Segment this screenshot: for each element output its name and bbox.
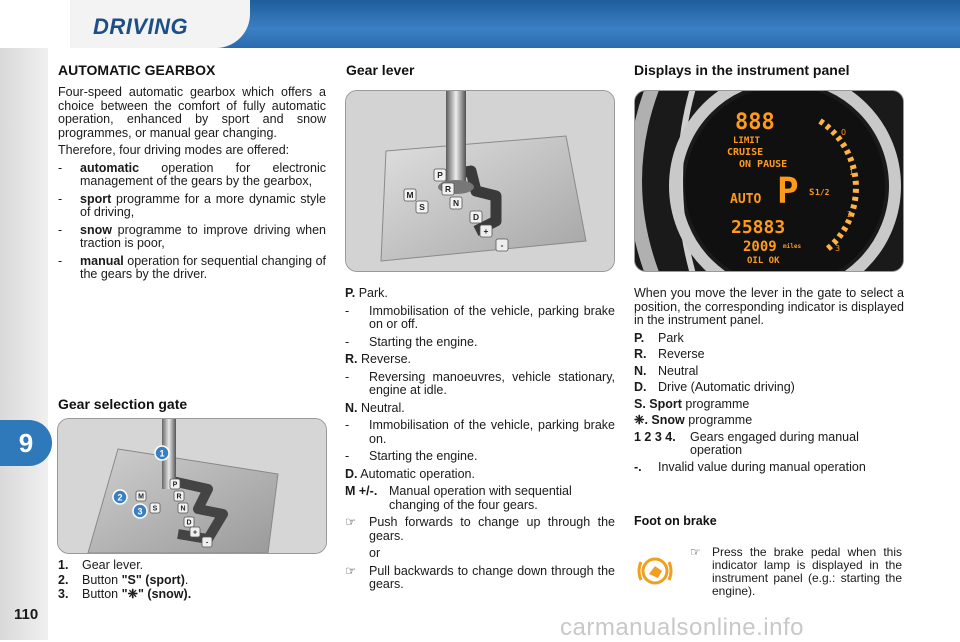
gate-label-M: [136, 491, 146, 501]
lever-position-entry: [345, 468, 615, 482]
svg-text:3: 3: [137, 506, 143, 517]
svg-text:P: P: [437, 170, 443, 180]
intro-paragraph: Four-speed automatic gearbox which offers a choice between the comfort of fully automatic operation, enhanced by sport and snow programmes, or manual gear changing.: [58, 85, 326, 140]
mode-item: [58, 193, 326, 220]
display-item: [634, 431, 904, 458]
dash-bullet: -: [58, 160, 63, 175]
fuel-scale-tick: 2: [847, 210, 853, 219]
callout-number: 1.: [58, 558, 69, 572]
modes-list: [58, 162, 326, 282]
display-text: Drive (Automatic driving): [658, 380, 795, 394]
position-text: Manual operation with sequential changing of the four gears.: [389, 484, 572, 512]
display-text: Invalid value during manual operation: [658, 459, 866, 474]
gate-label--: [496, 239, 508, 251]
lcd-miles-unit: miles: [783, 243, 802, 250]
svg-text:1: 1: [159, 448, 165, 459]
bullet: -: [345, 303, 350, 318]
mode-item: [58, 255, 326, 282]
mode-term: sport: [80, 191, 112, 206]
gate-label-+: [480, 225, 492, 237]
position-key: D.: [345, 466, 358, 481]
lever-detail-item: [345, 450, 615, 464]
mode-term: snow: [80, 222, 112, 237]
svg-text:S: S: [152, 505, 158, 513]
callout-marker-1: [155, 446, 169, 460]
gate-label-M: [404, 189, 416, 201]
callout-post: .: [184, 572, 189, 587]
callout-item: [58, 574, 326, 588]
page-number: 110: [14, 606, 39, 623]
gate-label-N: [450, 197, 462, 209]
display-key: N.: [634, 363, 647, 378]
lever-position-entry: [345, 353, 615, 367]
svg-text:2: 2: [117, 492, 123, 503]
display-item: [634, 381, 904, 395]
svg-text:R: R: [444, 184, 452, 194]
svg-text:D: D: [186, 519, 192, 527]
lcd-on-pause: ON PAUSE: [739, 159, 788, 170]
gate-label-+: [190, 527, 200, 537]
detail-text: Immobilisation of the vehicle, parking brake on.: [369, 418, 615, 446]
position-key: M +/-.: [345, 484, 378, 498]
display-text: Park: [658, 330, 684, 345]
svg-text:M: M: [138, 493, 144, 501]
display-item: [634, 348, 904, 362]
display-key: ❈. Snow: [634, 413, 685, 427]
dash-bullet: -: [58, 253, 63, 268]
display-text: programme: [685, 396, 750, 411]
svg-text:-: -: [500, 240, 504, 250]
bullet: -: [345, 334, 350, 349]
section-heading-foot-on-brake: Foot on brake: [634, 514, 717, 528]
lever-position-entry: [345, 287, 615, 301]
gate-label-R: [442, 183, 454, 195]
gear-gate-illustration: [58, 419, 326, 553]
gate-label-P: [170, 479, 180, 489]
lever-detail-item: [345, 371, 615, 398]
callout-number: 3.: [58, 587, 69, 601]
displays-intro: When you move the lever in the gate to select a position, the corresponding indicator is displayed in the instrument panel.: [634, 286, 904, 327]
mode-term: manual: [80, 253, 124, 268]
display-key: R.: [634, 347, 647, 361]
gate-label-D: [470, 211, 482, 223]
callout-pre: Button: [82, 587, 122, 601]
bullet: -: [345, 449, 350, 463]
callout-marker-3: [133, 504, 147, 518]
svg-text:N: N: [180, 505, 186, 513]
gate-label-S: [150, 503, 160, 513]
lcd-oil-ok: OIL OK: [747, 256, 780, 266]
gate-label-R: [174, 491, 184, 501]
callout-marker-2: [113, 490, 127, 504]
fuel-scale-tick: 0: [841, 128, 847, 137]
detail-text: Immobilisation of the vehicle, parking brake on or off.: [369, 303, 615, 331]
foot-on-brake-text-block: [690, 546, 902, 602]
gate-label-N: [178, 503, 188, 513]
col3-body: [634, 287, 904, 477]
bullet: ☞: [345, 515, 357, 529]
display-text: programme: [688, 413, 753, 427]
callout-item: [58, 588, 326, 602]
detail-text: Starting the engine.: [369, 334, 478, 349]
svg-text:M: M: [406, 190, 414, 200]
mode-text: operation for electronic management of the gears by the gearbox,: [80, 160, 326, 188]
lcd-trip: 2009: [743, 239, 777, 255]
gate-label-S: [416, 201, 428, 213]
position-key: P.: [345, 286, 356, 300]
lever-position-entry: [345, 485, 615, 512]
lcd-gear-p: P: [777, 171, 799, 212]
col2-body: [345, 287, 615, 596]
svg-text:R: R: [176, 493, 182, 501]
bullet: -: [345, 418, 350, 432]
svg-text:+: +: [192, 529, 198, 537]
lcd-segments: 888: [735, 110, 775, 135]
detail-text: Reversing manoeuvres, vehicle stationary, engine at idle.: [369, 369, 615, 397]
svg-text:P: P: [172, 481, 178, 489]
modes-intro: Therefore, four driving modes are offered:: [58, 143, 290, 157]
callout-text: Gear lever.: [82, 558, 144, 572]
chapter-tab[interactable]: 9: [0, 420, 52, 466]
section-heading-gear-lever: Gear lever: [346, 62, 415, 78]
display-key: -.: [634, 459, 642, 474]
display-text: Reverse: [658, 347, 705, 361]
position-key: R.: [345, 352, 358, 366]
lever-detail-item: [345, 419, 615, 446]
foot-on-brake-text: Press the brake pedal when this indicator lamp is displayed in the instrument panel (e.g.: starting the engine).: [712, 545, 902, 598]
hand-bullet: ☞: [690, 545, 701, 559]
detail-text: Starting the engine.: [369, 449, 478, 463]
instrument-panel-illustration: [635, 91, 903, 271]
instrument-panel-image: [634, 90, 904, 272]
display-item: [634, 414, 904, 428]
mode-item: [58, 224, 326, 251]
callout-button-name: "❈" (snow).: [121, 587, 192, 601]
mode-term: automatic: [80, 160, 140, 175]
section-heading-gear-selection-gate: Gear selection gate: [58, 396, 188, 412]
detail-text: Push forwards to change up through the gears.: [369, 515, 615, 543]
gate-label-P: [434, 169, 446, 181]
svg-text:N: N: [452, 198, 460, 208]
display-item: [634, 398, 904, 412]
position-key: N.: [345, 400, 358, 415]
fuel-scale-tick: 1: [849, 168, 855, 177]
lever-detail-item: [345, 336, 615, 350]
col1-body: [58, 86, 326, 286]
position-text: Neutral.: [360, 400, 405, 415]
display-item: [634, 461, 904, 475]
display-key: P.: [634, 330, 645, 345]
position-text: Automatic operation.: [360, 466, 475, 481]
position-text: Park.: [358, 286, 388, 300]
lcd-mode-s: S: [809, 188, 815, 198]
display-key: S. Sport: [634, 396, 682, 411]
mode-text: programme for a more dynamic style of driving,: [80, 191, 326, 219]
display-key: D.: [634, 380, 647, 394]
gear-lever-image: [345, 90, 615, 272]
lever-detail-item: [345, 565, 615, 592]
left-margin-bar: [0, 48, 48, 640]
lever-detail-item: [345, 305, 615, 332]
detail-text: Pull backwards to change down through the gears.: [369, 563, 615, 591]
fuel-scale-tick: 3: [835, 244, 841, 253]
gate-label-D: [184, 517, 194, 527]
bullet: -: [345, 369, 350, 384]
position-text: Reverse.: [360, 352, 412, 366]
callout-pre: Button: [82, 572, 122, 587]
dash-bullet: -: [58, 191, 63, 206]
bullet: ☞: [345, 563, 357, 578]
display-text: Gears engaged during manual operation: [690, 429, 859, 457]
callout-item: [58, 559, 326, 573]
lcd-limit: LIMIT: [733, 136, 761, 146]
section-heading-automatic-gearbox: AUTOMATIC GEARBOX: [58, 62, 216, 78]
mode-text: programme to improve driving when traction is poor,: [80, 222, 326, 250]
lcd-odometer: 25883: [731, 217, 786, 238]
lcd-cruise: CRUISE: [727, 147, 764, 158]
svg-text:S: S: [419, 202, 425, 212]
display-text: Neutral: [658, 363, 699, 378]
svg-text:-: -: [205, 539, 209, 547]
display-key: 1 2 3 4.: [634, 429, 676, 444]
svg-text:+: +: [483, 226, 489, 236]
callout-button-name: "S" (sport): [121, 572, 185, 587]
gear-selection-gate-image: [57, 418, 327, 554]
callout-number: 2.: [58, 572, 69, 587]
gate-label--: [202, 537, 212, 547]
callout-legend: [58, 559, 326, 603]
gear-lever-illustration: [346, 91, 614, 271]
svg-text:D: D: [472, 212, 480, 222]
section-heading-displays: Displays in the instrument panel: [634, 62, 850, 78]
foot-on-brake-warning-icon: [636, 552, 674, 590]
or-separator: or: [369, 546, 381, 560]
lcd-ratio: 1/2: [815, 188, 830, 197]
lever-position-entry: [345, 402, 615, 416]
lever-detail-item: [345, 516, 615, 543]
display-item: [634, 365, 904, 379]
page-title: DRIVING: [93, 14, 189, 39]
mode-text: operation for sequential changing of the gears by the driver.: [80, 253, 327, 281]
watermark: carmanualsonline.info: [560, 614, 804, 641]
dash-bullet: -: [58, 222, 63, 237]
lcd-auto: AUTO: [730, 192, 762, 207]
mode-item: [58, 162, 326, 189]
display-item: [634, 332, 904, 346]
